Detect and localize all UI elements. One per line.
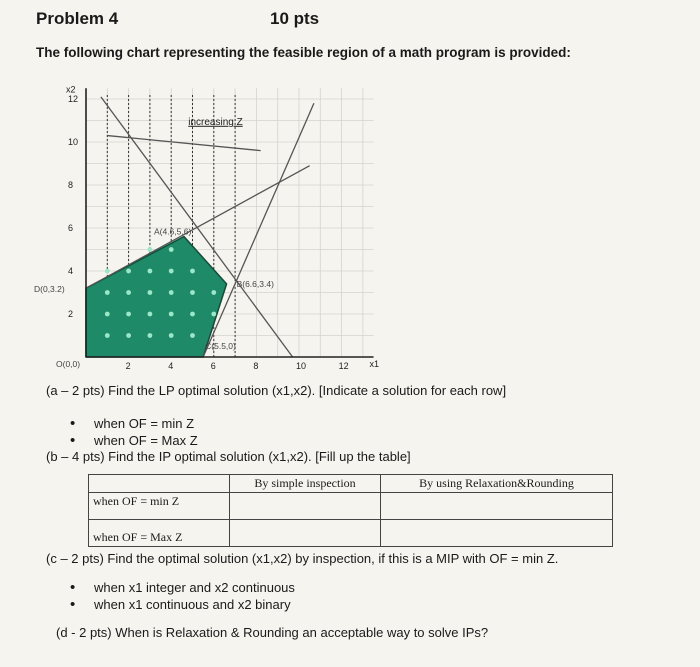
table-row-label: when OF = min Z [89, 493, 230, 520]
integer-point [190, 312, 195, 317]
answer-cell[interactable] [230, 520, 381, 547]
integer-point [190, 290, 195, 295]
part-d-question: (d - 2 pts) When is Relaxation & Rounding an acceptable way to solve IPs? [56, 625, 489, 640]
integer-point [105, 333, 110, 338]
integer-point [105, 269, 110, 274]
vertex-label: O(0,0) [56, 359, 81, 369]
constraint-line [107, 136, 260, 151]
integer-point [148, 312, 153, 317]
constraint-line [203, 103, 314, 357]
x-tick-label: 6 [210, 361, 216, 371]
increasing-z-label: increasing Z [188, 116, 243, 128]
answer-cell[interactable] [381, 520, 613, 547]
part-c-question: (c – 2 pts) Find the optimal solution (x1,x2) by inspection, if this is a MIP with OF = min Z. [46, 551, 559, 566]
part-a-bullets [70, 416, 198, 450]
integer-point [126, 312, 131, 317]
integer-point [211, 290, 216, 295]
intro-text: The following chart representing the feasible region of a math program is provided: [36, 45, 571, 60]
integer-point [169, 333, 174, 338]
integer-point [190, 333, 195, 338]
integer-point [169, 247, 174, 252]
problem-title: Problem 4 [36, 9, 119, 28]
integer-point [148, 269, 153, 274]
x-tick-label: 12 [338, 361, 349, 371]
answer-cell[interactable] [381, 493, 613, 520]
integer-point [190, 269, 195, 274]
y-tick-label: 12 [68, 94, 79, 104]
x-tick-label: 10 [296, 361, 307, 371]
integer-point [105, 312, 110, 317]
x-axis-label: x1 [369, 359, 380, 369]
integer-point [211, 312, 216, 317]
integer-point [148, 290, 153, 295]
x-tick-label: 2 [125, 361, 131, 371]
y-tick-label: 6 [68, 223, 74, 233]
part-b-question: (b – 4 pts) Find the IP optimal solution (x1,x2). [Fill up the table] [46, 449, 411, 464]
integer-point [169, 290, 174, 295]
integer-point [169, 312, 174, 317]
integer-point [148, 333, 153, 338]
table-row [89, 493, 613, 520]
part-c-bullets [70, 580, 295, 614]
y-tick-label: 10 [68, 137, 79, 147]
integer-point [105, 290, 110, 295]
integer-point [126, 269, 131, 274]
vertex-label: B(6.6,3.4) [236, 278, 274, 289]
ip-solution-table [88, 474, 613, 547]
vertex-label: A(4.6,5.6) [153, 226, 192, 237]
part-c-bullet: • when x1 continuous and x2 binary [70, 597, 295, 614]
points-label: 10 pts [270, 9, 320, 28]
vertex-label: C(5.5,0) [205, 341, 236, 351]
table-header-cell: By simple inspection [230, 475, 381, 493]
table-row-label: when OF = Max Z [89, 520, 230, 547]
feasible-region-chart [0, 70, 420, 375]
answer-cell[interactable] [230, 493, 381, 520]
x-tick-label: 4 [168, 361, 174, 371]
x-tick-label: 8 [253, 361, 259, 371]
integer-point [169, 269, 174, 274]
table-header-cell [89, 475, 230, 493]
y-tick-label: 8 [68, 180, 74, 190]
y-axis-label: x2 [66, 84, 76, 95]
part-c-bullet: • when x1 integer and x2 continuous [70, 580, 295, 597]
part-a-bullet: • when OF = Max Z [70, 433, 198, 450]
table-row [89, 520, 613, 547]
y-tick-label: 2 [68, 309, 74, 319]
integer-point [126, 333, 131, 338]
table-header-cell: By using Relaxation&Rounding [381, 475, 613, 493]
part-a-question: (a – 2 pts) Find the LP optimal solution (x1,x2). [Indicate a solution for each row] [46, 383, 507, 398]
vertex-label: D(0,3.2) [34, 284, 65, 295]
table-header-row [89, 475, 613, 493]
integer-point [148, 247, 153, 252]
part-a-bullet: • when OF = min Z [70, 416, 198, 433]
integer-point [126, 290, 131, 295]
y-tick-label: 4 [68, 266, 74, 276]
